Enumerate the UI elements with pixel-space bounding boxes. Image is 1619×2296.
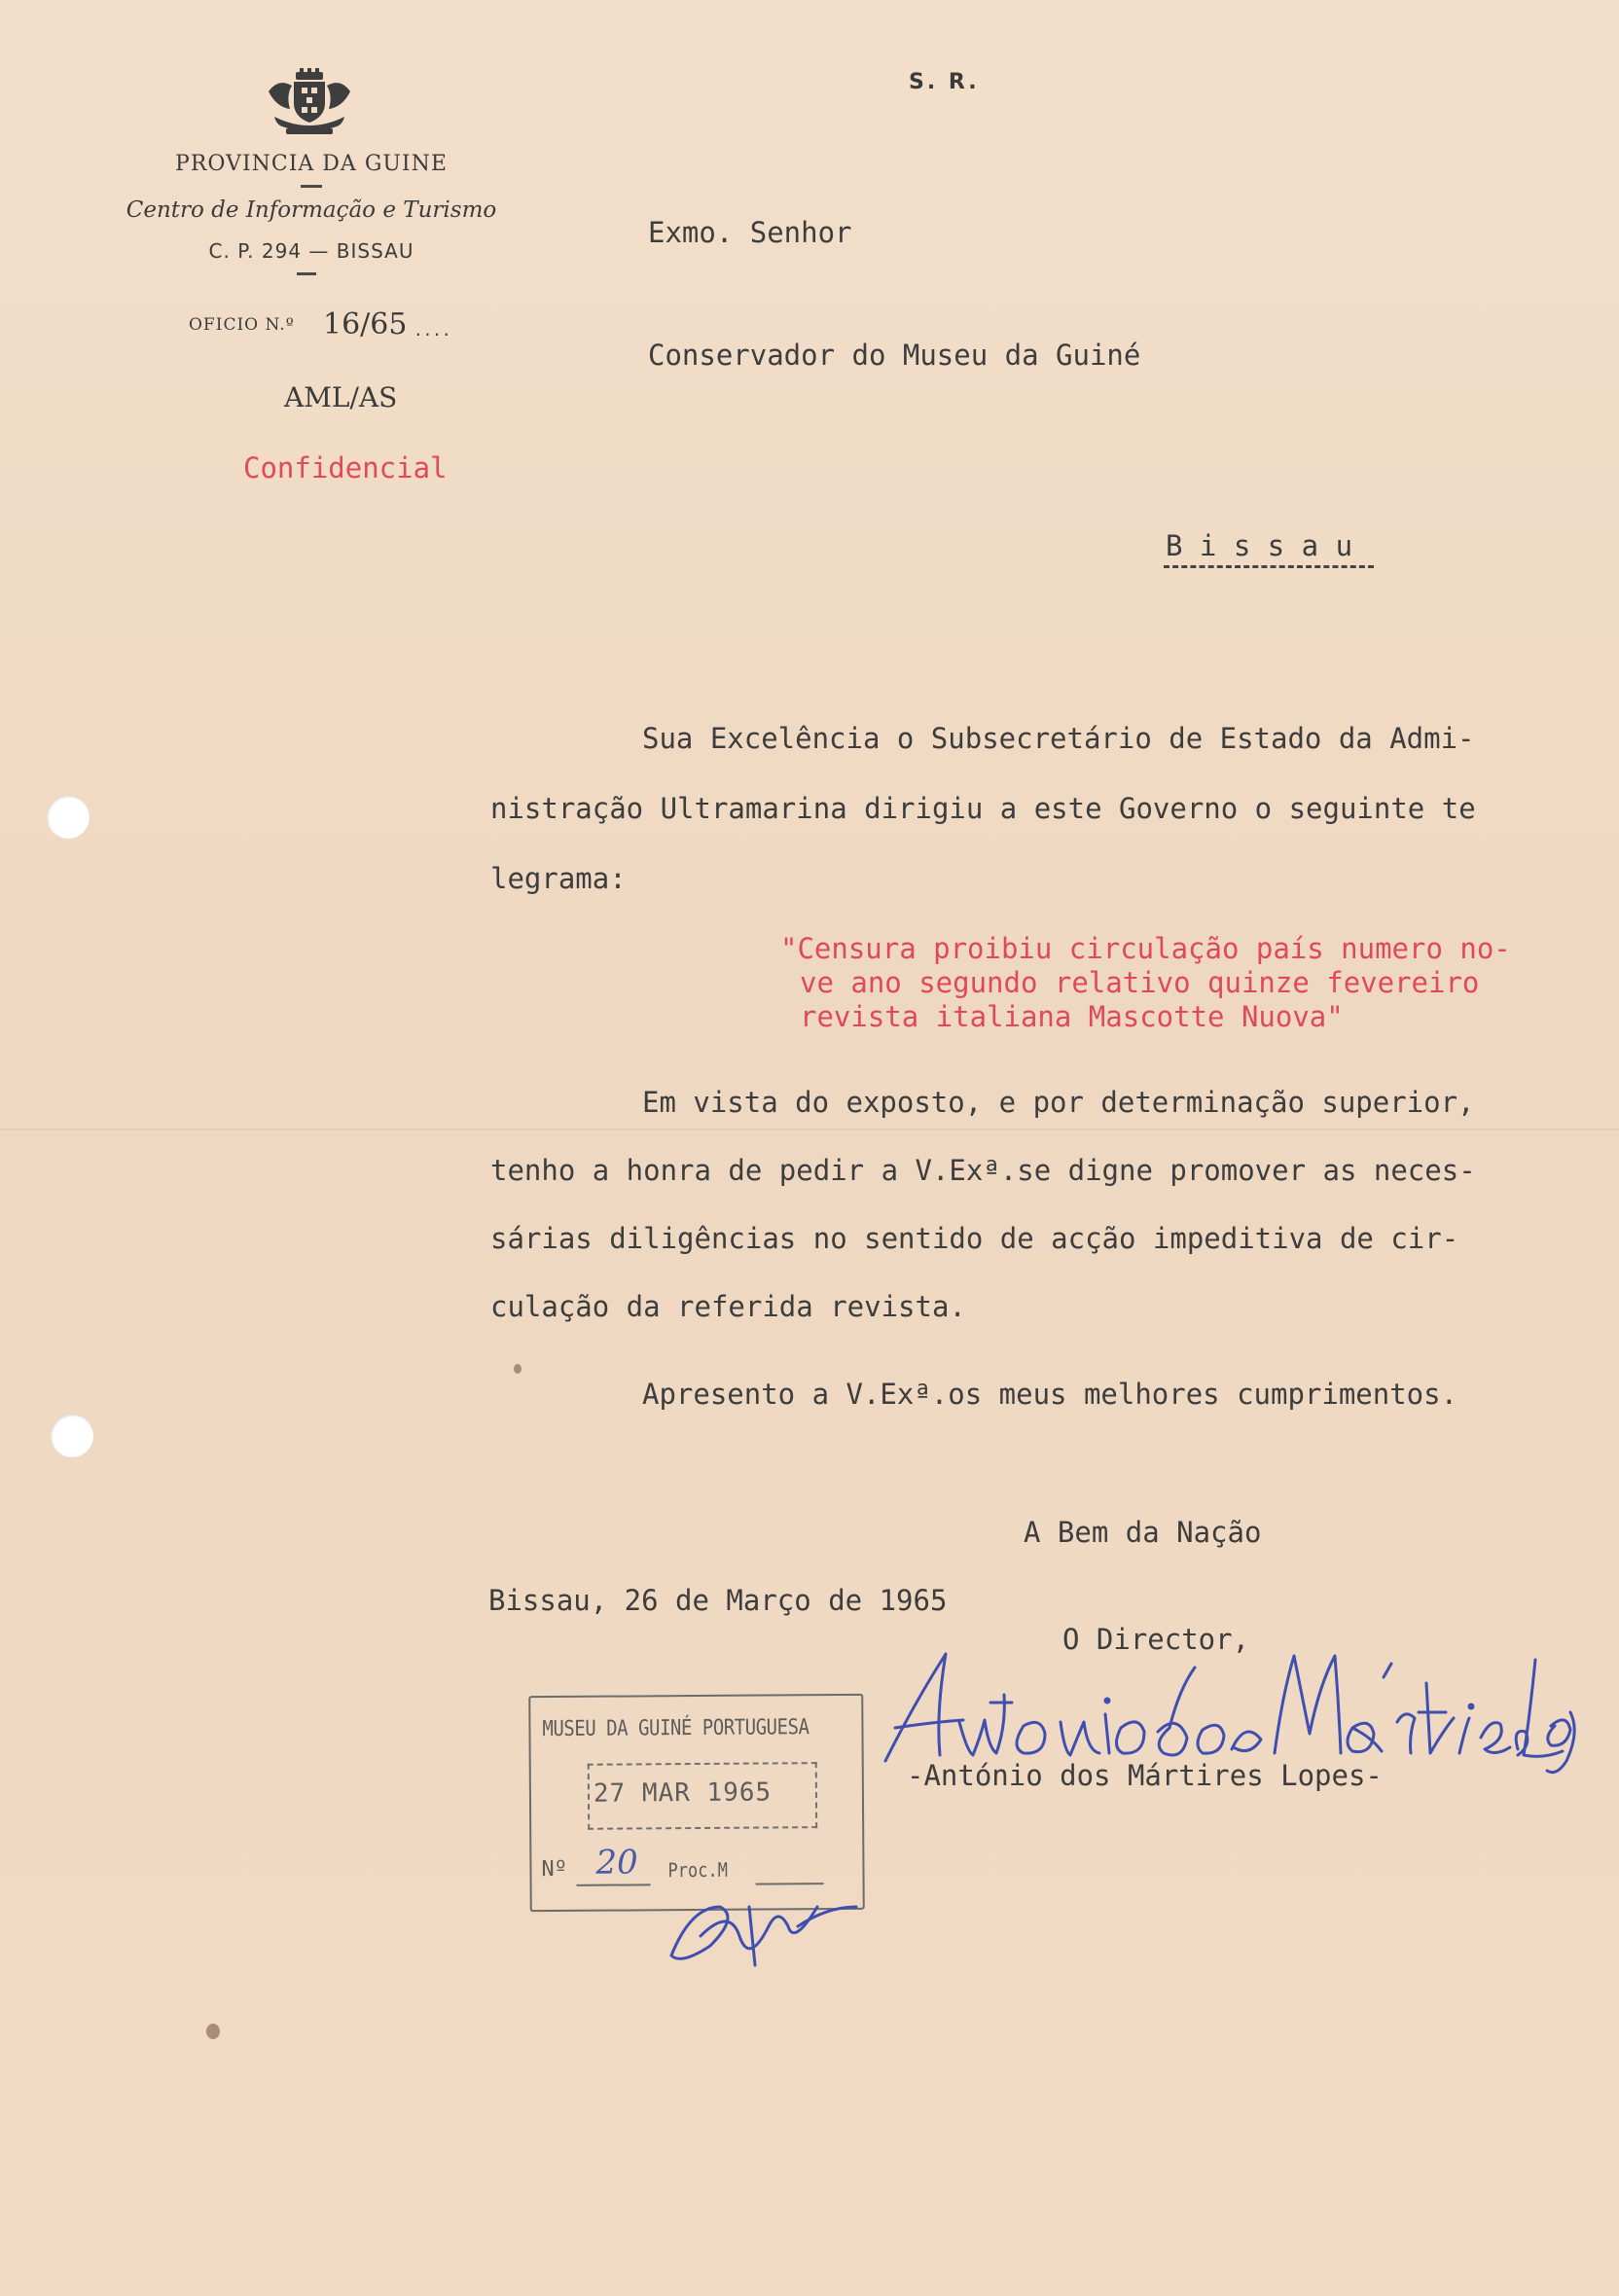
body-line: Em vista do exposto, e por determinação superior,: [642, 1086, 1475, 1119]
paper-stain: [514, 1364, 522, 1374]
reference-initials: AML/AS: [284, 381, 398, 413]
coat-of-arms-icon: [265, 68, 354, 136]
body-line: legrama:: [490, 862, 627, 895]
punch-hole-lower: [51, 1415, 93, 1457]
place-date: Bissau, 26 de Março de 1965: [488, 1584, 948, 1617]
stamp-number: 20: [595, 1843, 638, 1883]
handwritten-signature: [866, 1644, 1586, 1790]
handwritten-initials: [662, 1897, 866, 1975]
oficio-number: 16/65: [323, 307, 408, 341]
classification-label: Confidencial: [243, 451, 448, 484]
motto: A Bem da Nação: [1024, 1516, 1262, 1549]
body-line: culação da referida revista.: [490, 1290, 966, 1323]
signer-role: O Director,: [1062, 1623, 1250, 1656]
province-name: PROVINCIA DA GUINE: [175, 152, 448, 176]
body-line: sárias diligências no sentido de acção impeditiva de cir-: [490, 1222, 1459, 1255]
addressee-title: Conservador do Museu da Guiné: [648, 339, 1141, 372]
stamp-proc-label: Proc.M: [667, 1857, 728, 1883]
closing-line: Apresento a V.Exª.os meus melhores cumprimentos.: [642, 1378, 1458, 1411]
stamp-rule: [577, 1883, 651, 1886]
body-line: tenho a honra de pedir a V.Exª.se digne promover as neces-: [490, 1154, 1476, 1187]
addressee-city: B i s s a u: [1166, 529, 1353, 562]
telegram-line: ve ano segundo relativo quinze fevereiro: [800, 966, 1480, 999]
centre-name: Centro de Informação e Turismo: [126, 197, 497, 223]
postal-address: C. P. 294 — BISSAU: [208, 239, 414, 263]
dotted-leader: ....: [414, 321, 451, 340]
museum-receipt-stamp: [528, 1694, 865, 1912]
salutation: Exmo. Senhor: [648, 216, 852, 249]
sr-marker: S. R.: [909, 70, 980, 94]
paper-fold: [0, 1129, 1619, 1130]
body-line: Sua Excelência o Subsecretário de Estado da Admi-: [642, 722, 1475, 755]
telegram-line: "Censura proibiu circulação país numero no-: [780, 932, 1511, 965]
oficio-label: OFICIO N.º: [189, 315, 295, 335]
signer-name: -António dos Mártires Lopes-: [907, 1759, 1383, 1792]
punch-hole-upper: [47, 796, 90, 839]
stamp-date: 27 MAR 1965: [593, 1777, 773, 1809]
stamp-number-label: Nº: [541, 1856, 568, 1883]
stamp-title: MUSEU DA GUINÉ PORTUGUESA: [542, 1715, 810, 1742]
stamp-rule: [756, 1883, 824, 1884]
city-underline: [1164, 565, 1374, 568]
telegram-line: revista italiana Mascotte Nuova": [800, 1000, 1344, 1033]
divider: [301, 185, 322, 188]
paper-stain: [206, 2024, 220, 2039]
divider: [297, 272, 316, 275]
body-line: nistração Ultramarina dirigiu a este Governo o seguinte te: [490, 792, 1476, 825]
